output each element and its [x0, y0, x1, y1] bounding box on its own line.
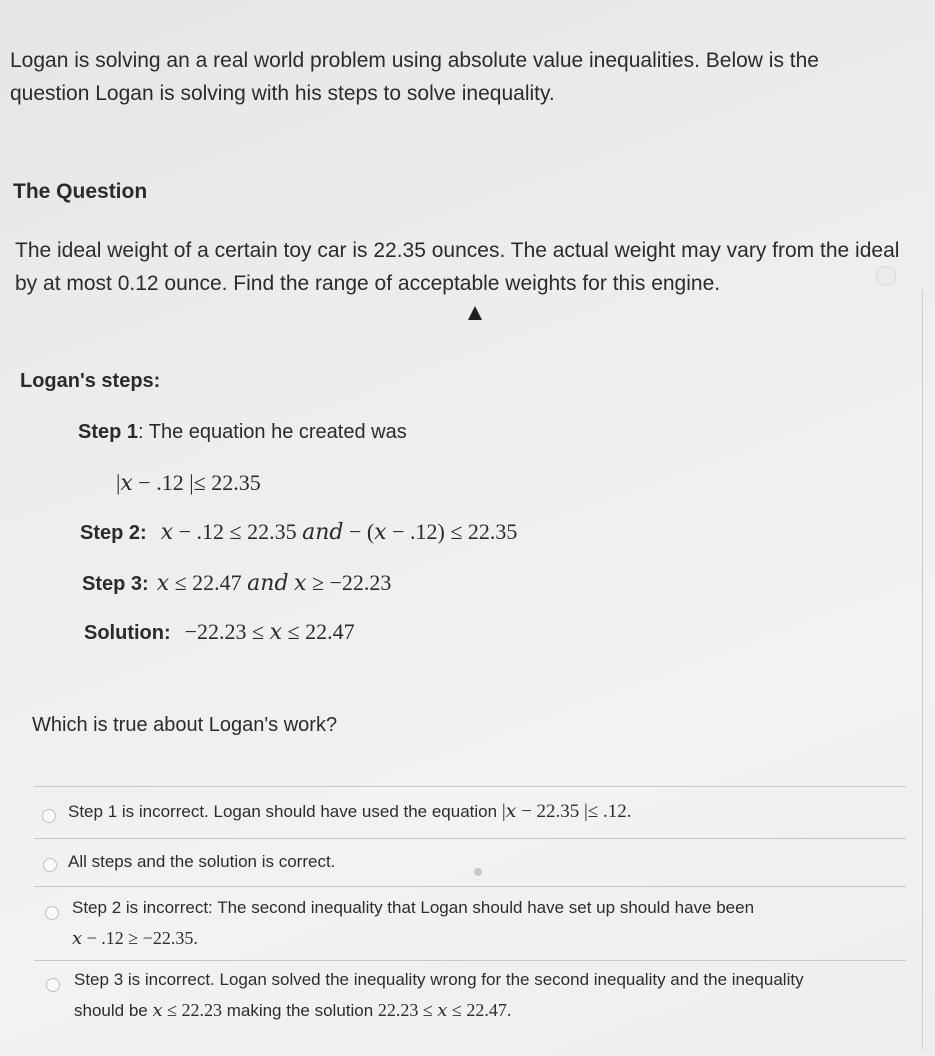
- answer-option-3[interactable]: [34, 890, 914, 954]
- solution-equation: −22.23 ≤ 𝑥 ≤ 22.47: [184, 619, 355, 644]
- frame-edge: [922, 290, 923, 1050]
- question-text: The ideal weight of a certain toy car is 22.35 ounces. The actual weight may vary from the ideal by at most 0.12 ounce. Find the range of acceptable weights for this engine.: [15, 239, 900, 295]
- radio-button[interactable]: [43, 858, 57, 872]
- option-3-text: Step 2 is incorrect: The second inequality that Logan should have set up should have been: [72, 898, 755, 917]
- step2-label: Step 2:: [80, 522, 147, 544]
- answer-option-1[interactable]: [34, 792, 914, 836]
- step2-line: [80, 519, 517, 545]
- step1-equation: |𝑥 − .12 |≤ 22.35: [116, 470, 261, 495]
- step2-equation: 𝑥 − .12 ≤ 22.35 𝑎𝑛𝑑 − (𝑥 − .12) ≤ 22.35: [160, 519, 518, 544]
- option-1-text: Step 1 is incorrect. Logan should have used the equation: [68, 802, 502, 821]
- mouse-cursor-icon: [468, 306, 482, 320]
- step1-label: Step 1: [78, 421, 139, 443]
- option-4-math: 𝑥 ≤ 22.23: [152, 1000, 222, 1020]
- step3-label: Step 3:: [82, 573, 149, 595]
- option-3-math: 𝑥 − .12 ≥ −22.35.: [72, 928, 198, 948]
- option-1-line: [68, 798, 632, 826]
- solution-line: [84, 619, 355, 645]
- option-4-text: Step 3 is incorrect. Logan solved the inequality wrong for the second inequality and the inequality: [74, 970, 804, 989]
- prompt-text: Which is true about Logan's work?: [32, 714, 338, 736]
- radio-button[interactable]: [42, 809, 56, 823]
- intro-text: Logan is solving an a real world problem using absolute value inequalities. Below is the question Logan is solving with his steps to solve inequality.: [10, 49, 819, 105]
- option-4-text2: should be: [74, 1001, 153, 1020]
- radio-button[interactable]: [46, 978, 60, 992]
- faint-dot-icon: [474, 868, 482, 876]
- option-4-text3: making the solution: [221, 1001, 378, 1020]
- question-heading: The Question: [13, 180, 148, 203]
- divider: [34, 838, 906, 839]
- steps-heading: Logan's steps:: [20, 370, 161, 392]
- step3-line: [82, 570, 391, 596]
- radio-button[interactable]: [45, 906, 59, 920]
- divider: [34, 786, 906, 787]
- solution-label: Solution:: [84, 622, 171, 644]
- option-4-line2: [74, 996, 511, 1025]
- option-1-math: |𝑥 − 22.35 |≤ .12.: [501, 801, 632, 822]
- faint-circle-icon: [876, 266, 896, 286]
- option-2-text: All steps and the solution is correct.: [68, 852, 336, 871]
- divider: [34, 886, 906, 887]
- step1-line: [78, 421, 407, 444]
- divider: [34, 960, 906, 961]
- answer-option-4[interactable]: [34, 964, 914, 1028]
- step3-equation: 𝑥 ≤ 22.47 𝑎𝑛𝑑 𝑥 ≥ −22.23: [156, 570, 392, 595]
- step1-text: : The equation he created was: [138, 421, 407, 443]
- option-4-math2: 22.23 ≤ 𝑥 ≤ 22.47.: [377, 1000, 512, 1020]
- answer-option-2[interactable]: [34, 842, 914, 882]
